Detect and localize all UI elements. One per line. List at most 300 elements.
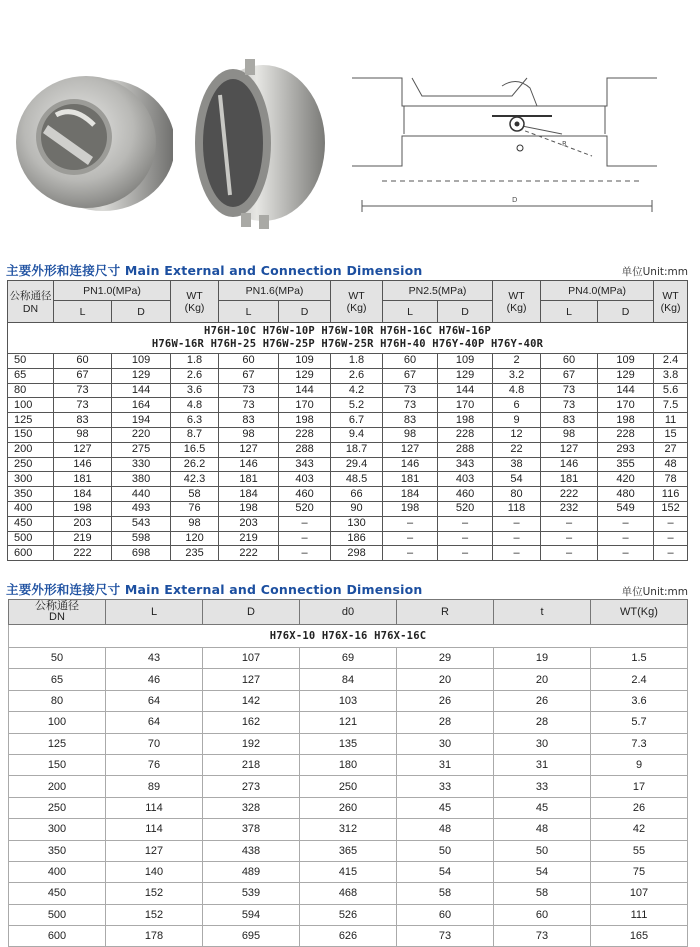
table-cell: 54 xyxy=(397,861,494,882)
table-cell: – xyxy=(654,531,688,546)
table-cell: 67 xyxy=(541,368,598,383)
table-cell: 83 xyxy=(541,413,598,428)
table-cell: 65 xyxy=(8,368,54,383)
l-header: L xyxy=(383,301,438,323)
table-cell: 111 xyxy=(591,904,688,925)
table-cell: 178 xyxy=(106,926,203,947)
table-cell: 100 xyxy=(9,712,106,733)
table-cell: 7.3 xyxy=(591,733,688,754)
table-cell: 98 xyxy=(54,427,112,442)
table-cell: 365 xyxy=(300,840,397,861)
table-cell: 181 xyxy=(219,472,279,487)
r-header: R xyxy=(397,600,494,625)
table-cell: – xyxy=(598,531,654,546)
table-cell: 293 xyxy=(598,442,654,457)
table-cell: 184 xyxy=(383,487,438,502)
table-cell: 12 xyxy=(493,427,541,442)
table-cell: 6 xyxy=(493,398,541,413)
d-header: D xyxy=(112,301,171,323)
d-header: D xyxy=(203,600,300,625)
table-cell: 3.6 xyxy=(171,383,219,398)
table-cell: 78 xyxy=(654,472,688,487)
table-cell: 31 xyxy=(397,754,494,775)
table-cell: 460 xyxy=(438,487,493,502)
table-cell: 67 xyxy=(54,368,112,383)
table-cell: – xyxy=(383,531,438,546)
table-cell: 67 xyxy=(383,368,438,383)
table-row xyxy=(8,427,688,442)
table-cell: 4.2 xyxy=(331,383,383,398)
table-cell: 6.3 xyxy=(171,413,219,428)
table-cell: 28 xyxy=(494,712,591,733)
table-row xyxy=(9,840,688,861)
table-cell: 83 xyxy=(54,413,112,428)
table-cell: 250 xyxy=(8,457,54,472)
table-row xyxy=(8,442,688,457)
table-row xyxy=(9,926,688,947)
table-row xyxy=(9,733,688,754)
table-cell: 80 xyxy=(493,487,541,502)
table-cell: 60 xyxy=(494,904,591,925)
table-cell: 450 xyxy=(9,883,106,904)
table-cell: 219 xyxy=(219,531,279,546)
table-cell: 98 xyxy=(383,427,438,442)
table-cell: 350 xyxy=(9,840,106,861)
table-cell: 114 xyxy=(106,797,203,818)
table-cell: 27 xyxy=(654,442,688,457)
table-cell: 235 xyxy=(171,546,219,561)
table-cell: 350 xyxy=(8,487,54,502)
table-row xyxy=(9,797,688,818)
table-cell: 65 xyxy=(9,669,106,690)
table-cell: 103 xyxy=(300,690,397,711)
table-cell: 184 xyxy=(54,487,112,502)
table-cell: 67 xyxy=(219,368,279,383)
table-cell: 6.7 xyxy=(331,413,383,428)
table-cell: 17 xyxy=(591,776,688,797)
section-title-1 xyxy=(6,261,423,279)
pn-header: PN2.5(MPa) xyxy=(383,281,493,301)
table-cell: 165 xyxy=(591,926,688,947)
table-cell: 152 xyxy=(106,883,203,904)
table-cell: 180 xyxy=(300,754,397,775)
table-cell: – xyxy=(598,516,654,531)
table-cell: 192 xyxy=(203,733,300,754)
wt-header: WT(Kg) xyxy=(591,600,688,625)
table-cell: 73 xyxy=(54,383,112,398)
table-cell: 50 xyxy=(494,840,591,861)
table-cell: – xyxy=(493,516,541,531)
table-cell: 66 xyxy=(331,487,383,502)
section-title-en: Main External and Connection Dimension xyxy=(124,263,423,278)
table-cell: 60 xyxy=(383,354,438,369)
table-cell: 3.8 xyxy=(654,368,688,383)
table-cell: 450 xyxy=(8,516,54,531)
wt-header: WT (Kg) xyxy=(493,281,541,323)
table-cell: 5.7 xyxy=(591,712,688,733)
table-cell: 127 xyxy=(106,840,203,861)
table-cell: 98 xyxy=(171,516,219,531)
table-row xyxy=(8,516,688,531)
table-cell: 109 xyxy=(279,354,331,369)
table-cell: 420 xyxy=(598,472,654,487)
table-cell: 594 xyxy=(203,904,300,925)
table-cell: 127 xyxy=(383,442,438,457)
table-cell: 60 xyxy=(397,904,494,925)
table-row xyxy=(9,819,688,840)
table-cell: 198 xyxy=(219,501,279,516)
table-cell: 125 xyxy=(8,413,54,428)
table-cell: 54 xyxy=(494,861,591,882)
table-cell: 129 xyxy=(279,368,331,383)
table-cell: 250 xyxy=(9,797,106,818)
table-cell: 121 xyxy=(300,712,397,733)
section-title-cn: 主要外形和连接尺寸 xyxy=(6,582,121,597)
table-row xyxy=(9,690,688,711)
table-cell: 129 xyxy=(598,368,654,383)
table-cell: 26 xyxy=(397,690,494,711)
table-cell: 107 xyxy=(203,648,300,669)
table-cell: 695 xyxy=(203,926,300,947)
table-cell: 460 xyxy=(279,487,331,502)
table-cell: 219 xyxy=(54,531,112,546)
pn-header: PN1.6(MPa) xyxy=(219,281,331,301)
table-cell: 415 xyxy=(300,861,397,882)
table-cell: 500 xyxy=(9,904,106,925)
table-cell: 84 xyxy=(300,669,397,690)
table-cell: 403 xyxy=(438,472,493,487)
table-cell: 3.6 xyxy=(591,690,688,711)
table-cell: 198 xyxy=(438,413,493,428)
table-cell: 600 xyxy=(9,926,106,947)
table-cell: 300 xyxy=(9,819,106,840)
wt-header: WT (Kg) xyxy=(171,281,219,323)
table-cell: 380 xyxy=(112,472,171,487)
table-cell: 222 xyxy=(219,546,279,561)
table-cell: 343 xyxy=(279,457,331,472)
table-cell: 38 xyxy=(493,457,541,472)
table-cell: 198 xyxy=(383,501,438,516)
table-cell: 170 xyxy=(598,398,654,413)
drawing-label-d: D xyxy=(512,196,518,204)
table-cell: 22 xyxy=(493,442,541,457)
table-cell: 11 xyxy=(654,413,688,428)
unit-label: 单位Unit:mm xyxy=(621,586,688,598)
table-cell: 2 xyxy=(493,354,541,369)
table-cell: 73 xyxy=(383,398,438,413)
d-header: D xyxy=(438,301,493,323)
table-cell: 2.6 xyxy=(331,368,383,383)
table-cell: 120 xyxy=(171,531,219,546)
table-cell: 58 xyxy=(494,883,591,904)
table-cell: 43 xyxy=(106,648,203,669)
table-cell: 18.7 xyxy=(331,442,383,457)
table-row xyxy=(8,398,688,413)
table-cell: 150 xyxy=(8,427,54,442)
table-cell: 73 xyxy=(383,383,438,398)
table-cell: 76 xyxy=(171,501,219,516)
table-row xyxy=(8,531,688,546)
table-cell: 600 xyxy=(8,546,54,561)
table-cell: 48 xyxy=(654,457,688,472)
table-cell: 29.4 xyxy=(331,457,383,472)
table-cell: 7.5 xyxy=(654,398,688,413)
table-row xyxy=(9,904,688,925)
table-cell: – xyxy=(383,546,438,561)
table-cell: 181 xyxy=(54,472,112,487)
table-cell: 45 xyxy=(494,797,591,818)
table-cell: 127 xyxy=(219,442,279,457)
model-list xyxy=(8,323,688,354)
table-cell: 5.2 xyxy=(331,398,383,413)
table-cell: 355 xyxy=(598,457,654,472)
table-cell: 125 xyxy=(9,733,106,754)
table-cell: 273 xyxy=(203,776,300,797)
table-row xyxy=(8,383,688,398)
table-cell: 1.5 xyxy=(591,648,688,669)
table-cell: 440 xyxy=(112,487,171,502)
table-cell: 218 xyxy=(203,754,300,775)
section-title-cn: 主要外形和连接尺寸 xyxy=(6,263,121,278)
table-cell: 135 xyxy=(300,733,397,754)
l-header: L xyxy=(106,600,203,625)
table-cell: 60 xyxy=(219,354,279,369)
table-cell: 170 xyxy=(279,398,331,413)
d-header: D xyxy=(279,301,331,323)
table-cell: 33 xyxy=(494,776,591,797)
table-cell: 55 xyxy=(591,840,688,861)
table-cell: 19 xyxy=(494,648,591,669)
table-row xyxy=(8,501,688,516)
table-row xyxy=(8,487,688,502)
table-cell: 146 xyxy=(219,457,279,472)
table-cell: 30 xyxy=(494,733,591,754)
table-row xyxy=(8,354,688,369)
table-cell: 54 xyxy=(493,472,541,487)
table-cell: 144 xyxy=(598,383,654,398)
table-cell: 64 xyxy=(106,690,203,711)
table-cell: 194 xyxy=(112,413,171,428)
table-row xyxy=(8,546,688,561)
table-row xyxy=(9,883,688,904)
table-cell: 116 xyxy=(654,487,688,502)
table-cell: 109 xyxy=(112,354,171,369)
table-cell: 198 xyxy=(279,413,331,428)
table-cell: 500 xyxy=(8,531,54,546)
table-cell: – xyxy=(541,546,598,561)
table-cell: 45 xyxy=(397,797,494,818)
table-cell: – xyxy=(279,516,331,531)
table-cell: – xyxy=(493,531,541,546)
table-cell: 29 xyxy=(397,648,494,669)
table-cell: 60 xyxy=(541,354,598,369)
section-title-2 xyxy=(6,580,423,598)
model-line-1: H76H-10C H76W-10P H76W-10R H76H-16C H76W-16P xyxy=(204,325,491,337)
table-cell: 184 xyxy=(219,487,279,502)
table-cell: 9 xyxy=(591,754,688,775)
drawing-label-r: R xyxy=(562,140,567,148)
table-cell: 146 xyxy=(541,457,598,472)
table-row xyxy=(8,472,688,487)
table-cell: 400 xyxy=(8,501,54,516)
table-row xyxy=(9,754,688,775)
table-cell: 73 xyxy=(397,926,494,947)
table-cell: 228 xyxy=(598,427,654,442)
table-cell: 222 xyxy=(541,487,598,502)
table-row xyxy=(9,861,688,882)
table-cell: – xyxy=(279,531,331,546)
table-cell: 20 xyxy=(494,669,591,690)
table-cell: 100 xyxy=(8,398,54,413)
wt-header: WT (Kg) xyxy=(654,281,688,323)
table-cell: 198 xyxy=(598,413,654,428)
table-cell: – xyxy=(654,516,688,531)
table-cell: 140 xyxy=(106,861,203,882)
valve-section-drawing xyxy=(352,66,662,226)
table-cell: 438 xyxy=(203,840,300,861)
table-cell: 130 xyxy=(331,516,383,531)
table-cell: 73 xyxy=(541,398,598,413)
table-cell: 403 xyxy=(279,472,331,487)
table-cell: 90 xyxy=(331,501,383,516)
table-cell: 200 xyxy=(8,442,54,457)
table-cell: 543 xyxy=(112,516,171,531)
table-cell: 127 xyxy=(54,442,112,457)
table-cell: 109 xyxy=(598,354,654,369)
dimension-table-h76x xyxy=(8,599,688,947)
table-cell: 73 xyxy=(541,383,598,398)
table-cell: 146 xyxy=(383,457,438,472)
table-cell: 250 xyxy=(300,776,397,797)
model-line-2: H76W-16R H76H-25 H76W-25P H76W-25R H76H-40 H76Y-40P H76Y-40R xyxy=(151,338,544,350)
table-cell: 144 xyxy=(279,383,331,398)
table-cell: 480 xyxy=(598,487,654,502)
table-cell: 493 xyxy=(112,501,171,516)
dimension-table-h76 xyxy=(7,280,688,561)
table-cell: 378 xyxy=(203,819,300,840)
table-cell: 127 xyxy=(541,442,598,457)
table-cell: 520 xyxy=(438,501,493,516)
table-cell: 343 xyxy=(438,457,493,472)
table-cell: 31 xyxy=(494,754,591,775)
table-cell: 549 xyxy=(598,501,654,516)
wt-header: WT (Kg) xyxy=(331,281,383,323)
table-cell: 83 xyxy=(219,413,279,428)
table-cell: – xyxy=(383,516,438,531)
table-cell: – xyxy=(438,531,493,546)
table-cell: 330 xyxy=(112,457,171,472)
table-cell: 64 xyxy=(106,712,203,733)
table-cell: 75 xyxy=(591,861,688,882)
table-cell: 80 xyxy=(8,383,54,398)
table-cell: 150 xyxy=(9,754,106,775)
table-cell: 152 xyxy=(106,904,203,925)
table-cell: 73 xyxy=(219,398,279,413)
table-cell: – xyxy=(598,546,654,561)
table-cell: 98 xyxy=(219,427,279,442)
table-cell: 42 xyxy=(591,819,688,840)
table-cell: 4.8 xyxy=(493,383,541,398)
table-cell: 220 xyxy=(112,427,171,442)
table-cell: 129 xyxy=(112,368,171,383)
table-cell: 48 xyxy=(494,819,591,840)
table-cell: 300 xyxy=(8,472,54,487)
table-cell: 228 xyxy=(438,427,493,442)
table-cell: 288 xyxy=(438,442,493,457)
table-cell: 83 xyxy=(383,413,438,428)
table-cell: 181 xyxy=(541,472,598,487)
pn-header: PN4.0(MPa) xyxy=(541,281,654,301)
unit-label: 单位Unit:mm xyxy=(621,266,688,278)
table-cell: 109 xyxy=(438,354,493,369)
table-cell: 107 xyxy=(591,883,688,904)
table-cell: 58 xyxy=(397,883,494,904)
table-cell: – xyxy=(438,546,493,561)
table-cell: 50 xyxy=(8,354,54,369)
section-title-en: Main External and Connection Dimension xyxy=(124,582,423,597)
table-cell: 152 xyxy=(654,501,688,516)
table-cell: 42.3 xyxy=(171,472,219,487)
table-cell: 626 xyxy=(300,926,397,947)
table-cell: 222 xyxy=(54,546,112,561)
table-cell: 58 xyxy=(171,487,219,502)
table-cell: 144 xyxy=(112,383,171,398)
table-cell: 26 xyxy=(591,797,688,818)
table-cell: 73 xyxy=(494,926,591,947)
table-cell: 228 xyxy=(279,427,331,442)
table-cell: 539 xyxy=(203,883,300,904)
table-cell: 48 xyxy=(397,819,494,840)
d-header: D xyxy=(598,301,654,323)
table-cell: 144 xyxy=(438,383,493,398)
table-cell: – xyxy=(654,546,688,561)
table-row xyxy=(9,776,688,797)
table-cell: 60 xyxy=(54,354,112,369)
model-list: H76X-10 H76X-16 H76X-16C xyxy=(9,625,688,648)
valve-photo-side xyxy=(175,45,335,230)
table-cell: 520 xyxy=(279,501,331,516)
table-cell: 181 xyxy=(383,472,438,487)
table-cell: 170 xyxy=(438,398,493,413)
table-cell: 15 xyxy=(654,427,688,442)
table-cell: 298 xyxy=(331,546,383,561)
table-cell: 328 xyxy=(203,797,300,818)
table-cell: 69 xyxy=(300,648,397,669)
table-row xyxy=(9,669,688,690)
valve-photo-front xyxy=(8,45,173,230)
table-cell: 468 xyxy=(300,883,397,904)
table-cell: 50 xyxy=(397,840,494,861)
table-cell: – xyxy=(493,546,541,561)
table-cell: – xyxy=(541,531,598,546)
table-cell: 288 xyxy=(279,442,331,457)
table-cell: 30 xyxy=(397,733,494,754)
table-cell: 203 xyxy=(54,516,112,531)
table-cell: 526 xyxy=(300,904,397,925)
table-cell: 28 xyxy=(397,712,494,733)
table-cell: 50 xyxy=(9,648,106,669)
table-cell: 698 xyxy=(112,546,171,561)
table2-body xyxy=(9,648,688,947)
table-cell: 489 xyxy=(203,861,300,882)
table-cell: – xyxy=(279,546,331,561)
table-cell: 114 xyxy=(106,819,203,840)
table-cell: 76 xyxy=(106,754,203,775)
table-cell: 198 xyxy=(54,501,112,516)
l-header: L xyxy=(54,301,112,323)
table-row xyxy=(9,648,688,669)
table-cell: 260 xyxy=(300,797,397,818)
